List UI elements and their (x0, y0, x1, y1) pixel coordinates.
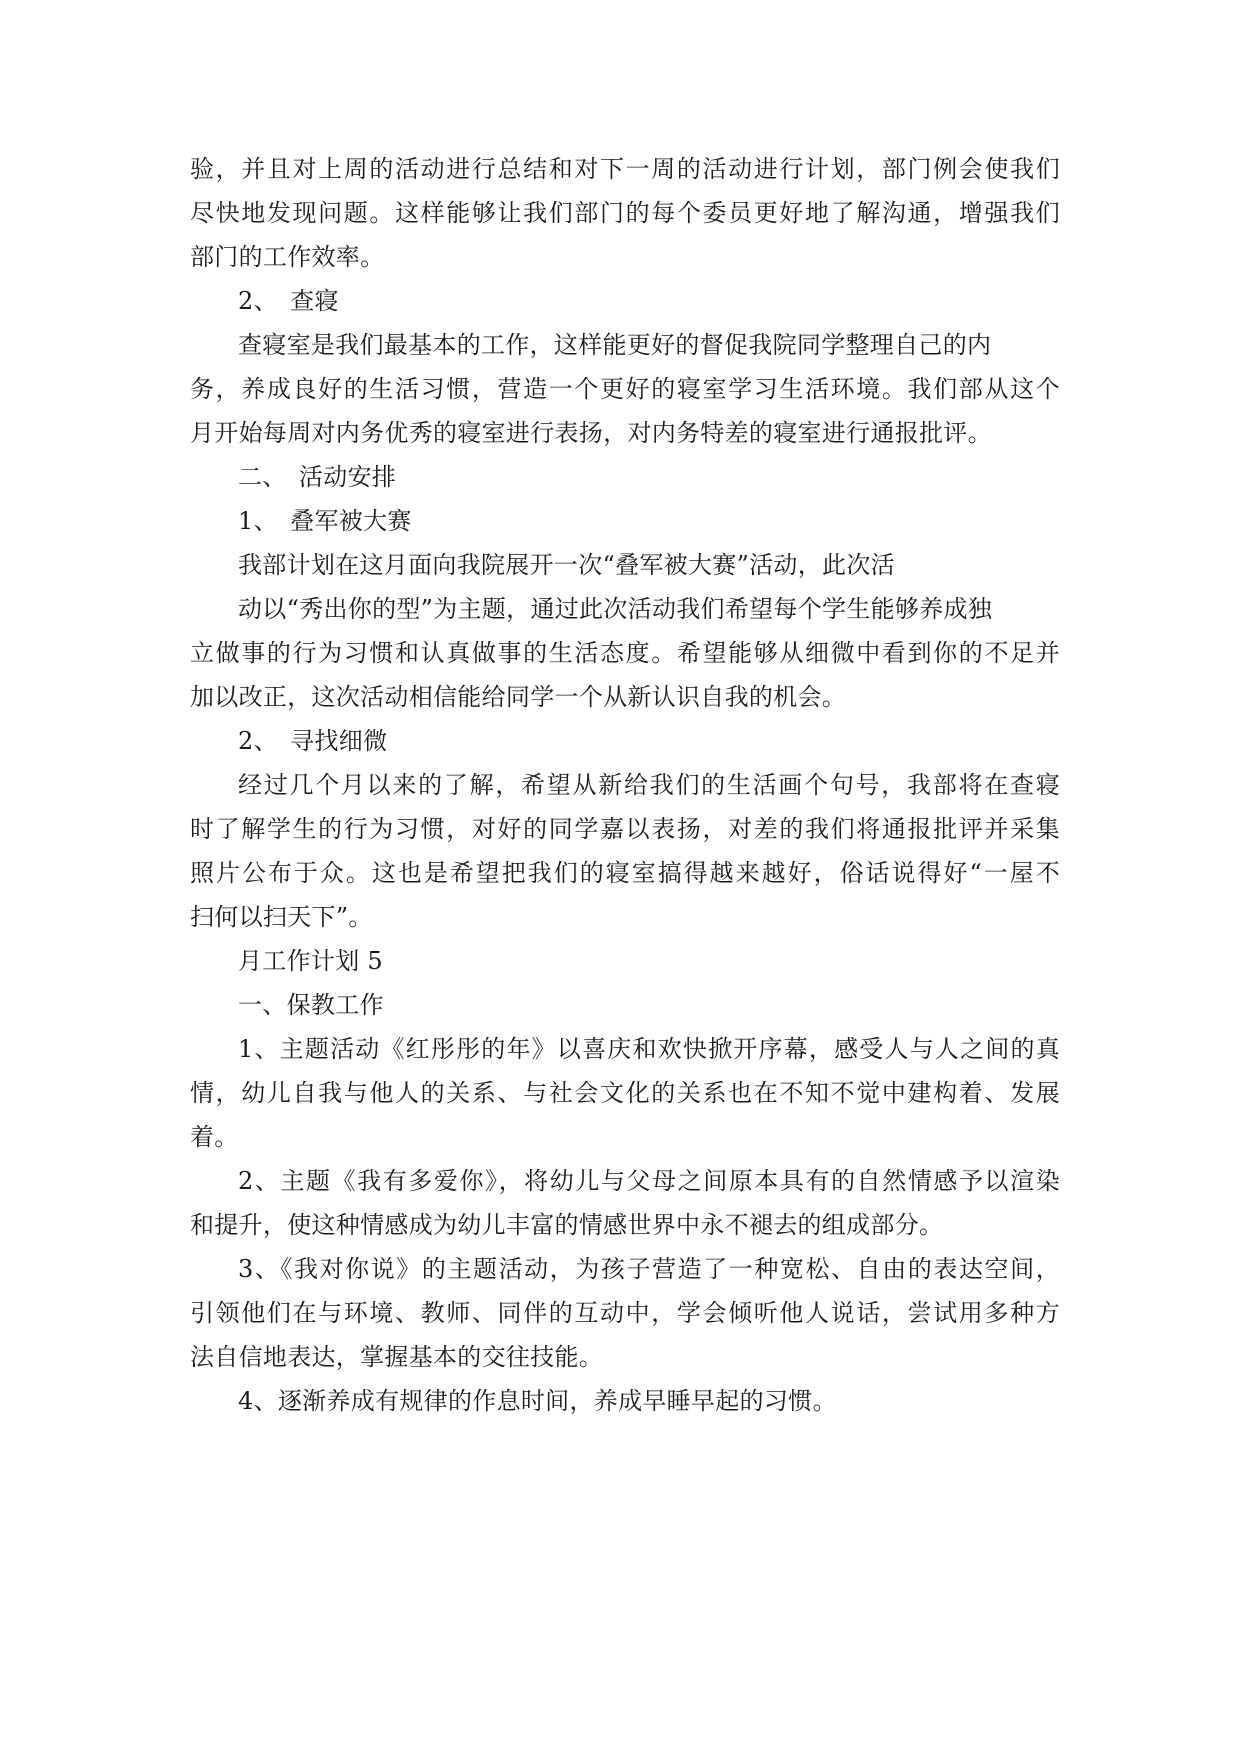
text-line: 查寝室是我们最基本的工作，这样能更好的督促我院同学整理自己的内 (238, 331, 992, 359)
text-line: 尽快地发现问题。这样能够让我们部门的每个委员更好地了解沟通，增强我们 (190, 199, 1060, 227)
section-heading: 2、 查寝 (238, 287, 339, 315)
section-heading: 一、保教工作 (238, 991, 384, 1019)
text-line: 立做事的行为习惯和认真做事的生活态度。希望能够从细微中看到你的不足并 (190, 639, 1060, 667)
text-line: 1、主题活动《红彤彤的年》以喜庆和欢快掀开序幕，感受人与人之间的真 (238, 1035, 1060, 1063)
text-line: 扫何以扫天下”。 (190, 903, 373, 931)
text-line: 照片公布于众。这也是希望把我们的寝室搞得越来越好，俗话说得好“一屋不 (190, 859, 1060, 887)
text-line: 月开始每周对内务优秀的寝室进行表扬，对内务特差的寝室进行通报批评。 (190, 419, 992, 447)
text-line: 4、逐渐养成有规律的作息时间，养成早睡早起的习惯。 (238, 1387, 837, 1415)
text-line: 情，幼儿自我与他人的关系、与社会文化的关系也在不知不觉中建构着、发展 (190, 1079, 1060, 1107)
section-heading: 2、 寻找细微 (238, 727, 388, 755)
text-line: 部门的工作效率。 (190, 243, 385, 271)
text-line: 法自信地表达，掌握基本的交往技能。 (190, 1343, 604, 1371)
text-line: 着。 (190, 1123, 239, 1151)
text-line: 务，养成良好的生活习惯，营造一个更好的寝室学习生活环境。我们部从这个 (190, 375, 1060, 403)
text-line: 时了解学生的行为习惯，对好的同学嘉以表扬，对差的我们将通报批评并采集 (190, 815, 1060, 843)
text-line: 2、主题《我有多爱你》，将幼儿与父母之间原本具有的自然情感予以渲染 (238, 1167, 1060, 1195)
text-line: 经过几个月以来的了解，希望从新给我们的生活画个句号，我部将在查寝 (238, 771, 1060, 799)
section-heading: 二、 活动安排 (238, 463, 397, 491)
text-line: 动以“秀出你的型”为主题，通过此次活动我们希望每个学生能够养成独 (238, 595, 993, 623)
text-line: 验，并且对上周的活动进行总结和对下一周的活动进行计划，部门例会使我们 (190, 155, 1060, 183)
section-title: 月工作计划 5 (238, 947, 383, 975)
section-heading: 1、 叠军被大赛 (238, 507, 412, 535)
text-line: 引领他们在与环境、教师、同伴的互动中，学会倾听他人说话，尝试用多种方 (190, 1299, 1060, 1327)
text-line: 和提升，使这种情感成为幼儿丰富的情感世界中永不褪去的组成部分。 (190, 1211, 944, 1239)
text-line: 我部计划在这月面向我院展开一次“叠军被大赛”活动，此次活 (238, 551, 895, 579)
text-line: 加以改正，这次活动相信能给同学一个从新认识自我的机会。 (190, 683, 847, 711)
text-line: 3、《我对你说》的主题活动，为孩子营造了一种宽松、自由的表达空间， (238, 1255, 1060, 1283)
